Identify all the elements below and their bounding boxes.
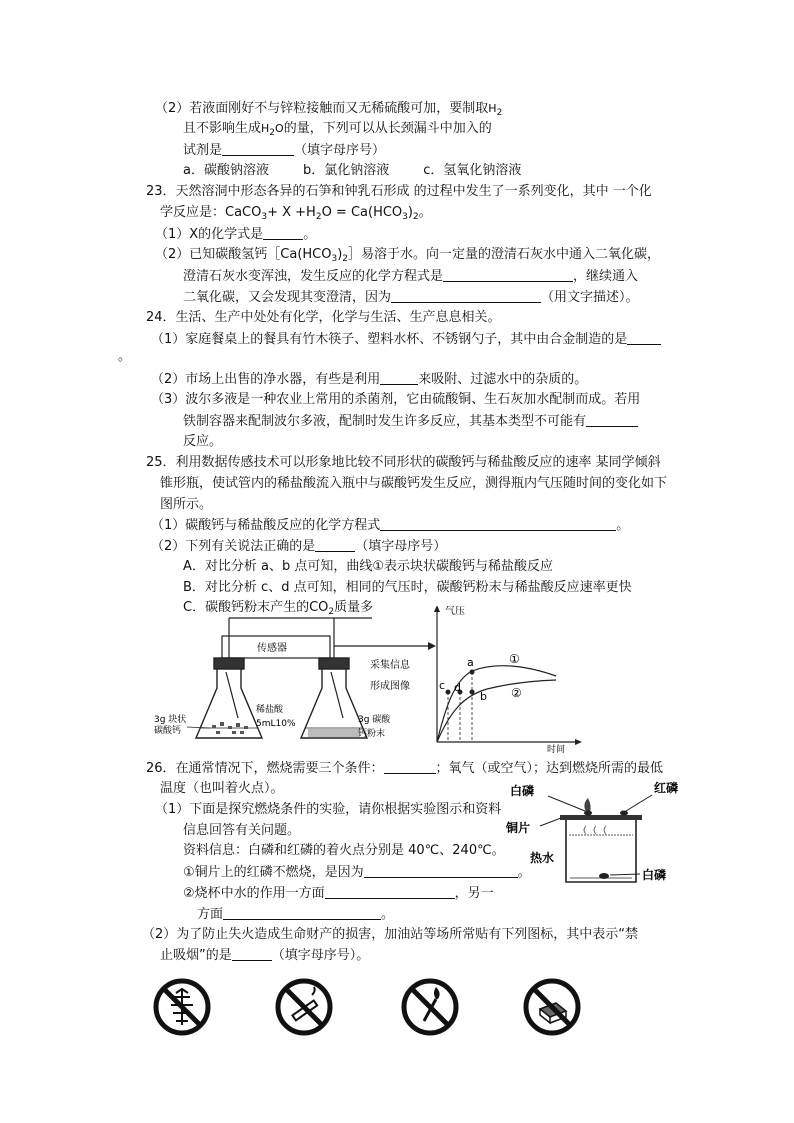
q23-part2-line1: （2）已知碳酸氢钙$[Ca(HCO_3)_2]$易溶于水。向一定量的澄清石灰水中通入二氧化碳，	[155, 247, 661, 264]
white-phosphorus-bottom-label: 白磷	[642, 868, 667, 882]
label-c: c	[439, 679, 446, 692]
white-phosphorus-top-label: 白磷	[510, 784, 535, 798]
q22-part2-line2: 且不影响生成$H_2O$的量，下列可以从长颈漏斗中加入的	[183, 121, 492, 138]
collect-label-2: 形成图像	[370, 681, 410, 692]
q26-part1-line1: （1）下面是探究燃烧条件的实验，请你根据实验图示和资料	[155, 802, 502, 817]
label-b: b	[480, 690, 487, 703]
label-a: a	[467, 656, 474, 669]
q26-part1-line2: 信息回答有关问题。	[183, 823, 301, 838]
answer-blank[interactable]	[263, 225, 303, 240]
q26-sub2-line1: ②烧杯中水的作用一方面 ，另一	[183, 886, 494, 901]
copper-sheet	[560, 815, 642, 820]
acid-label-2: 5mL10%	[256, 719, 296, 729]
q25-part1: （1）碳酸钙与稀盐酸反应的化学方程式 。	[151, 518, 630, 533]
q22-option-c: c．氢氧化钠溶液	[423, 163, 522, 178]
q22-part2-line1: （2）若液面刚好不与锌粒接触而又无稀硫酸可加，要制取$H_2$	[155, 101, 503, 118]
powder-label-1: 3g 碳酸	[358, 715, 391, 725]
q24-part3-line1: （3）波尔多液是一种农业上常用的杀菌剂，它由硫酸铜、生石灰加水配制而成。若用	[151, 392, 641, 407]
lump-label-2: 碳酸钙	[154, 726, 182, 736]
q25-option-a: A．对比分析 a、b 点可知，曲线①表示块状碳酸钙与稀盐酸反应	[183, 559, 554, 574]
q22-option-a: a．碳酸钠溶液	[183, 163, 269, 178]
q24-stem: 24．生活、生产中处处有化学，化学与生活、生产息息相关。	[146, 310, 501, 325]
copper-sheet-label: 铜片	[506, 821, 531, 835]
q25-option-c: C．碳酸钙粉末产生的$CO_2$质量多	[183, 600, 374, 617]
q25-experiment-figure	[135, 606, 585, 756]
q23-part2-line2: 澄清石灰水变浑浊，发生反应的化学方程式是 ，继续通入	[183, 269, 639, 284]
answer-blank[interactable]	[627, 330, 661, 345]
q24-part2: （2）市场上出售的净水器，有些是利用 来吸附、过滤水中的杂质的。	[151, 372, 588, 387]
x-axis-label: 时间	[547, 745, 566, 755]
acid-label-1: 稀盐酸	[256, 705, 284, 715]
q26-sub2-line2: 方面 。	[197, 907, 395, 922]
burning-experiment-figure	[500, 772, 695, 890]
answer-blank[interactable]	[391, 288, 541, 303]
answer-blank[interactable]	[325, 884, 455, 899]
flame-icon	[584, 798, 590, 812]
curve-1-label: ①	[509, 652, 520, 666]
q22-option-b: b．氯化钠溶液	[302, 163, 390, 178]
q24-part1-end: 。	[118, 349, 132, 364]
q23-part1: （1）X的化学式是 。	[155, 227, 317, 242]
q25-stem-line2: 锥形瓶，使试管内的稀盐酸流入瓶中与碳酸钙发生反应，测得瓶内气压随时间的变化如下	[160, 476, 668, 491]
answer-blank[interactable]	[364, 863, 518, 878]
red-phosphorus-label: 红磷	[654, 781, 679, 795]
q25-stem-line3: 图所示。	[160, 497, 213, 512]
answer-blank[interactable]	[222, 141, 294, 156]
answer-blank[interactable]	[380, 516, 616, 531]
point-c	[446, 690, 451, 695]
flask-powder-calcium-carbonate	[301, 658, 367, 738]
q23-stem-line2: 学反应是：CaCO$_3$+ $X +H_2O = Ca(HCO_3)_2$。	[160, 205, 432, 222]
powder-label-2: 钙粉末	[358, 729, 386, 739]
q25-option-b: B．对比分析 c、d 点可知，相同的气压时，碳酸钙粉末与稀盐酸反应速率更快	[183, 580, 632, 595]
label-d: d	[454, 681, 461, 694]
q25-stem-line1: 25．利用数据传感技术可以形象地比较不同形状的碳酸钙与稀盐酸反应的速率 某同学倾斜	[146, 455, 661, 470]
pressure-time-chart	[434, 606, 582, 755]
collect-label-1: 采集信息	[370, 660, 410, 671]
y-axis-label: 气压	[445, 606, 465, 617]
answer-blank[interactable]	[232, 946, 272, 961]
q24-part3-line2: 铁制容器来配制波尔多液，配制时发生许多反应，其基本类型不可能有	[183, 412, 638, 431]
point-a	[470, 670, 475, 675]
curve-2-label: ②	[511, 686, 522, 700]
q23-stem-line1: 23．天然溶洞中形态各异的石笋和钟乳石形成 的过程中发生了一系列变化，其中 一个化	[146, 184, 652, 199]
lump-label-1: 3g 块状	[154, 715, 187, 725]
no-explosives-icon[interactable]	[520, 975, 584, 1039]
q26-sub1: ①铜片上的红磷不燃烧，是因为 。	[183, 865, 531, 880]
answer-blank[interactable]	[586, 412, 638, 427]
hot-water-label: 热水	[530, 851, 555, 865]
answer-blank[interactable]	[315, 537, 355, 552]
q23-part2-line3: 二氧化碳，又会发现其变澄清，因为 （用文字描述）。	[183, 290, 639, 305]
no-fireworks-icon[interactable]	[150, 975, 214, 1039]
curve-1	[437, 666, 556, 742]
beaker	[566, 820, 636, 882]
q22-part2-line3: 试剂是 （填字母序号）	[183, 143, 386, 158]
q24-part1: （1）家庭餐桌上的餐具有竹木筷子、塑料水杯、不锈钢勺子，其中由合金制造的是	[151, 330, 661, 349]
answer-blank[interactable]	[384, 759, 436, 774]
no-smoking-icon[interactable]	[272, 975, 336, 1039]
q24-part3-line3: 反应。	[183, 434, 223, 449]
q25-part2: （2）下列有关说法正确的是 （填字母序号）	[151, 539, 447, 554]
answer-blank[interactable]	[443, 267, 573, 282]
answer-blank[interactable]	[380, 370, 418, 385]
point-b	[470, 690, 475, 695]
q26-stem-line1: 26．在通常情况下，燃烧需要三个条件： ；氧气（或空气）；达到燃烧所需的最低	[146, 761, 664, 776]
q26-part2-line1: （2）为了防止失火造成生命财产的损害，加油站等场所常贴有下列图标，其中表示“禁	[142, 927, 639, 942]
q26-stem-line2: 温度（也叫着火点）。	[160, 781, 284, 796]
q26-info: 资料信息：白磷和红磷的着火点分别是 40℃、240℃。	[183, 843, 505, 858]
powder-particles	[308, 729, 360, 737]
answer-blank[interactable]	[223, 905, 381, 920]
sensor-label: 传感器	[257, 643, 287, 654]
q26-part2-line2: 止吸烟”的是 （填字母序号）。	[160, 948, 370, 963]
no-open-flame-icon[interactable]	[398, 975, 462, 1039]
q22-options	[183, 162, 521, 180]
